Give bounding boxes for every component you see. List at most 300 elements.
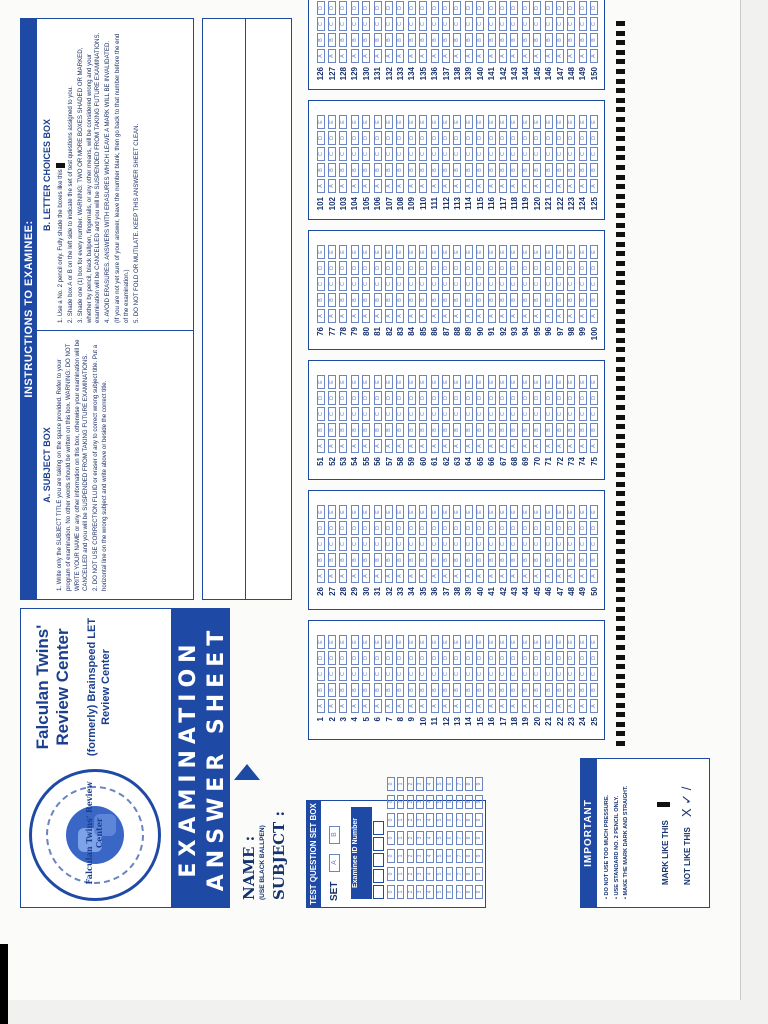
id-digit-bubble[interactable]: 8 bbox=[465, 777, 473, 791]
answer-bubble[interactable]: C bbox=[431, 407, 439, 421]
answer-bubble[interactable]: E bbox=[339, 245, 347, 259]
answer-bubble[interactable]: E bbox=[556, 115, 564, 129]
answer-bubble[interactable]: C bbox=[442, 277, 450, 291]
answer-bubble[interactable]: A bbox=[590, 439, 598, 453]
answer-bubble[interactable]: C bbox=[374, 17, 382, 31]
answer-bubble[interactable]: C bbox=[442, 407, 450, 421]
answer-bubble[interactable]: E bbox=[408, 245, 416, 259]
answer-bubble[interactable]: C bbox=[385, 277, 393, 291]
answer-bubble[interactable]: C bbox=[476, 537, 484, 551]
answer-bubble[interactable]: E bbox=[317, 115, 325, 129]
answer-bubble[interactable]: A bbox=[317, 179, 325, 193]
answer-bubble[interactable]: A bbox=[328, 179, 336, 193]
answer-bubble[interactable]: E bbox=[556, 635, 564, 649]
answer-bubble[interactable]: C bbox=[317, 407, 325, 421]
answer-bubble[interactable]: C bbox=[453, 147, 461, 161]
answer-bubble[interactable]: B bbox=[522, 163, 530, 177]
answer-bubble[interactable]: C bbox=[533, 667, 541, 681]
answer-bubble[interactable]: E bbox=[385, 375, 393, 389]
id-digit-bubble[interactable]: 1 bbox=[397, 849, 405, 863]
answer-bubble[interactable]: A bbox=[545, 439, 553, 453]
answer-bubble[interactable]: C bbox=[510, 17, 518, 31]
answer-bubble[interactable]: E bbox=[579, 115, 587, 129]
answer-bubble[interactable]: B bbox=[510, 163, 518, 177]
answer-bubble[interactable]: A bbox=[442, 309, 450, 323]
answer-bubble[interactable]: E bbox=[522, 115, 530, 129]
id-digit-bubble[interactable]: 3 bbox=[416, 867, 424, 881]
answer-bubble[interactable]: E bbox=[339, 375, 347, 389]
answer-bubble[interactable]: D bbox=[499, 261, 507, 275]
answer-bubble[interactable]: B bbox=[419, 293, 427, 307]
answer-bubble[interactable]: D bbox=[317, 651, 325, 665]
answer-bubble[interactable]: D bbox=[533, 521, 541, 535]
answer-bubble[interactable]: D bbox=[408, 1, 416, 15]
answer-bubble[interactable]: B bbox=[476, 553, 484, 567]
answer-bubble[interactable]: C bbox=[385, 537, 393, 551]
answer-bubble[interactable]: C bbox=[419, 537, 427, 551]
answer-bubble[interactable]: B bbox=[567, 423, 575, 437]
answer-bubble[interactable]: A bbox=[408, 179, 416, 193]
answer-bubble[interactable]: D bbox=[351, 261, 359, 275]
answer-bubble[interactable]: C bbox=[442, 667, 450, 681]
answer-bubble[interactable]: C bbox=[351, 537, 359, 551]
answer-bubble[interactable]: C bbox=[476, 667, 484, 681]
id-digit-bubble[interactable]: 6 bbox=[446, 813, 454, 827]
answer-bubble[interactable]: C bbox=[476, 17, 484, 31]
answer-bubble[interactable]: D bbox=[431, 1, 439, 15]
id-digit-bubble[interactable]: 9 bbox=[475, 795, 483, 809]
id-digit-bubble[interactable]: 2 bbox=[407, 849, 415, 863]
answer-bubble[interactable]: D bbox=[374, 651, 382, 665]
answer-bubble[interactable]: C bbox=[385, 407, 393, 421]
answer-bubble[interactable]: D bbox=[419, 391, 427, 405]
answer-bubble[interactable]: B bbox=[465, 683, 473, 697]
answer-bubble[interactable]: B bbox=[590, 423, 598, 437]
answer-bubble[interactable]: C bbox=[431, 277, 439, 291]
answer-bubble[interactable]: A bbox=[510, 49, 518, 63]
answer-bubble[interactable]: E bbox=[374, 115, 382, 129]
answer-bubble[interactable]: A bbox=[522, 179, 530, 193]
answer-bubble[interactable]: D bbox=[545, 1, 553, 15]
answer-bubble[interactable]: B bbox=[408, 163, 416, 177]
answer-bubble[interactable]: D bbox=[465, 651, 473, 665]
answer-bubble[interactable]: D bbox=[431, 131, 439, 145]
answer-bubble[interactable]: B bbox=[431, 293, 439, 307]
answer-bubble[interactable]: E bbox=[362, 375, 370, 389]
answer-bubble[interactable]: B bbox=[374, 163, 382, 177]
answer-bubble[interactable]: A bbox=[431, 309, 439, 323]
answer-bubble[interactable]: A bbox=[579, 699, 587, 713]
answer-bubble[interactable]: B bbox=[556, 33, 564, 47]
answer-bubble[interactable]: D bbox=[374, 261, 382, 275]
answer-bubble[interactable]: B bbox=[590, 553, 598, 567]
answer-bubble[interactable]: E bbox=[419, 375, 427, 389]
answer-bubble[interactable]: D bbox=[396, 391, 404, 405]
answer-bubble[interactable]: C bbox=[545, 17, 553, 31]
answer-bubble[interactable]: D bbox=[567, 521, 575, 535]
answer-bubble[interactable]: C bbox=[465, 17, 473, 31]
answer-bubble[interactable]: B bbox=[385, 293, 393, 307]
answer-bubble[interactable]: A bbox=[476, 569, 484, 583]
answer-bubble[interactable]: A bbox=[339, 569, 347, 583]
answer-bubble[interactable]: A bbox=[408, 569, 416, 583]
answer-bubble[interactable]: B bbox=[385, 33, 393, 47]
answer-bubble[interactable]: D bbox=[385, 1, 393, 15]
answer-bubble[interactable]: E bbox=[431, 115, 439, 129]
answer-bubble[interactable]: B bbox=[533, 553, 541, 567]
answer-bubble[interactable]: A bbox=[510, 439, 518, 453]
answer-bubble[interactable]: D bbox=[567, 131, 575, 145]
answer-bubble[interactable]: A bbox=[499, 699, 507, 713]
answer-bubble[interactable]: D bbox=[476, 521, 484, 535]
id-digit-bubble[interactable]: 7 bbox=[456, 777, 464, 791]
answer-bubble[interactable]: C bbox=[408, 17, 416, 31]
answer-bubble[interactable]: E bbox=[499, 375, 507, 389]
answer-bubble[interactable]: D bbox=[453, 131, 461, 145]
answer-bubble[interactable]: C bbox=[499, 277, 507, 291]
answer-bubble[interactable]: C bbox=[339, 667, 347, 681]
answer-bubble[interactable]: D bbox=[590, 391, 598, 405]
answer-bubble[interactable]: D bbox=[453, 1, 461, 15]
id-digit-bubble[interactable]: 0 bbox=[387, 777, 395, 791]
answer-bubble[interactable]: C bbox=[408, 537, 416, 551]
answer-bubble[interactable]: D bbox=[328, 261, 336, 275]
answer-bubble[interactable]: B bbox=[499, 163, 507, 177]
answer-bubble[interactable]: E bbox=[556, 505, 564, 519]
answer-bubble[interactable]: B bbox=[328, 163, 336, 177]
answer-bubble[interactable]: D bbox=[590, 131, 598, 145]
answer-bubble[interactable]: C bbox=[545, 277, 553, 291]
answer-bubble[interactable]: B bbox=[453, 683, 461, 697]
id-digit-bubble[interactable]: 2 bbox=[407, 777, 415, 791]
answer-bubble[interactable]: E bbox=[317, 635, 325, 649]
answer-bubble[interactable]: A bbox=[408, 49, 416, 63]
answer-bubble[interactable]: D bbox=[442, 131, 450, 145]
answer-bubble[interactable]: B bbox=[408, 423, 416, 437]
answer-bubble[interactable]: D bbox=[317, 391, 325, 405]
answer-bubble[interactable]: D bbox=[579, 651, 587, 665]
answer-bubble[interactable]: E bbox=[567, 635, 575, 649]
answer-bubble[interactable]: C bbox=[545, 667, 553, 681]
answer-bubble[interactable]: B bbox=[510, 293, 518, 307]
answer-bubble[interactable]: C bbox=[567, 17, 575, 31]
answer-bubble[interactable]: D bbox=[362, 261, 370, 275]
answer-bubble[interactable]: E bbox=[488, 505, 496, 519]
answer-bubble[interactable]: D bbox=[328, 1, 336, 15]
answer-bubble[interactable]: E bbox=[510, 115, 518, 129]
id-digit-bubble[interactable]: 7 bbox=[456, 867, 464, 881]
answer-bubble[interactable]: D bbox=[488, 651, 496, 665]
answer-bubble[interactable]: C bbox=[317, 667, 325, 681]
answer-bubble[interactable]: B bbox=[419, 683, 427, 697]
answer-bubble[interactable]: B bbox=[579, 163, 587, 177]
answer-bubble[interactable]: C bbox=[317, 277, 325, 291]
answer-bubble[interactable]: C bbox=[476, 277, 484, 291]
answer-bubble[interactable]: E bbox=[442, 115, 450, 129]
answer-bubble[interactable]: C bbox=[499, 147, 507, 161]
answer-bubble[interactable]: D bbox=[476, 131, 484, 145]
answer-bubble[interactable]: C bbox=[351, 17, 359, 31]
answer-bubble[interactable]: C bbox=[328, 147, 336, 161]
answer-bubble[interactable]: D bbox=[339, 261, 347, 275]
answer-bubble[interactable]: E bbox=[590, 115, 598, 129]
answer-bubble[interactable]: E bbox=[465, 635, 473, 649]
answer-bubble[interactable]: A bbox=[396, 179, 404, 193]
answer-bubble[interactable]: D bbox=[465, 261, 473, 275]
answer-bubble[interactable]: D bbox=[431, 391, 439, 405]
answer-bubble[interactable]: A bbox=[374, 49, 382, 63]
answer-bubble[interactable]: E bbox=[328, 505, 336, 519]
answer-bubble[interactable]: B bbox=[465, 293, 473, 307]
answer-bubble[interactable]: B bbox=[442, 33, 450, 47]
answer-bubble[interactable]: E bbox=[579, 245, 587, 259]
id-digit-bubble[interactable]: 1 bbox=[397, 831, 405, 845]
answer-bubble[interactable]: D bbox=[328, 521, 336, 535]
id-digit-bubble[interactable]: 9 bbox=[475, 813, 483, 827]
answer-bubble[interactable]: C bbox=[385, 667, 393, 681]
answer-bubble[interactable]: B bbox=[476, 33, 484, 47]
answer-bubble[interactable]: C bbox=[545, 537, 553, 551]
answer-bubble[interactable]: A bbox=[408, 309, 416, 323]
answer-bubble[interactable]: A bbox=[374, 699, 382, 713]
answer-bubble[interactable]: E bbox=[510, 505, 518, 519]
answer-bubble[interactable]: B bbox=[351, 163, 359, 177]
answer-bubble[interactable]: A bbox=[590, 179, 598, 193]
answer-bubble[interactable]: C bbox=[522, 277, 530, 291]
answer-bubble[interactable]: B bbox=[533, 163, 541, 177]
answer-bubble[interactable]: B bbox=[453, 293, 461, 307]
answer-bubble[interactable]: C bbox=[339, 277, 347, 291]
answer-bubble[interactable]: B bbox=[545, 163, 553, 177]
id-digit-bubble[interactable]: 2 bbox=[407, 867, 415, 881]
answer-bubble[interactable]: D bbox=[499, 1, 507, 15]
answer-bubble[interactable]: C bbox=[533, 537, 541, 551]
answer-bubble[interactable]: D bbox=[374, 131, 382, 145]
answer-bubble[interactable]: B bbox=[590, 683, 598, 697]
answer-bubble[interactable]: A bbox=[396, 699, 404, 713]
answer-bubble[interactable]: A bbox=[488, 309, 496, 323]
id-digit-bubble[interactable]: 8 bbox=[465, 867, 473, 881]
answer-bubble[interactable]: E bbox=[351, 505, 359, 519]
answer-bubble[interactable]: E bbox=[317, 245, 325, 259]
answer-bubble[interactable]: D bbox=[590, 1, 598, 15]
answer-bubble[interactable]: A bbox=[385, 569, 393, 583]
answer-bubble[interactable]: C bbox=[545, 407, 553, 421]
set-a-bubble[interactable]: A bbox=[329, 854, 340, 872]
answer-bubble[interactable]: A bbox=[419, 569, 427, 583]
id-digit-bubble[interactable]: 0 bbox=[387, 813, 395, 827]
answer-bubble[interactable]: E bbox=[362, 635, 370, 649]
answer-bubble[interactable]: C bbox=[579, 537, 587, 551]
answer-bubble[interactable]: A bbox=[499, 569, 507, 583]
answer-bubble[interactable]: A bbox=[317, 309, 325, 323]
answer-bubble[interactable]: D bbox=[396, 521, 404, 535]
answer-bubble[interactable]: A bbox=[533, 569, 541, 583]
id-digit-bubble[interactable]: 1 bbox=[397, 885, 405, 899]
answer-bubble[interactable]: E bbox=[442, 375, 450, 389]
answer-bubble[interactable]: E bbox=[533, 245, 541, 259]
answer-bubble[interactable]: B bbox=[385, 163, 393, 177]
answer-bubble[interactable]: C bbox=[408, 147, 416, 161]
answer-bubble[interactable]: E bbox=[351, 635, 359, 649]
id-digit-bubble[interactable]: 9 bbox=[475, 831, 483, 845]
answer-bubble[interactable]: D bbox=[419, 261, 427, 275]
answer-bubble[interactable]: B bbox=[431, 683, 439, 697]
answer-bubble[interactable]: B bbox=[385, 423, 393, 437]
answer-bubble[interactable]: B bbox=[362, 683, 370, 697]
answer-bubble[interactable]: A bbox=[339, 179, 347, 193]
answer-bubble[interactable]: B bbox=[510, 683, 518, 697]
answer-bubble[interactable]: C bbox=[488, 407, 496, 421]
answer-bubble[interactable]: A bbox=[385, 439, 393, 453]
answer-bubble[interactable]: A bbox=[556, 699, 564, 713]
answer-bubble[interactable]: C bbox=[522, 17, 530, 31]
answer-bubble[interactable]: B bbox=[362, 163, 370, 177]
answer-bubble[interactable]: A bbox=[374, 309, 382, 323]
answer-bubble[interactable]: A bbox=[465, 569, 473, 583]
id-digit-bubble[interactable]: 3 bbox=[416, 885, 424, 899]
answer-bubble[interactable]: A bbox=[442, 439, 450, 453]
answer-bubble[interactable]: A bbox=[442, 699, 450, 713]
answer-bubble[interactable]: A bbox=[385, 309, 393, 323]
answer-bubble[interactable]: C bbox=[522, 147, 530, 161]
answer-bubble[interactable]: A bbox=[579, 569, 587, 583]
answer-bubble[interactable]: C bbox=[488, 667, 496, 681]
answer-bubble[interactable]: A bbox=[545, 309, 553, 323]
answer-bubble[interactable]: A bbox=[396, 569, 404, 583]
answer-bubble[interactable]: D bbox=[385, 521, 393, 535]
answer-bubble[interactable]: D bbox=[339, 1, 347, 15]
answer-bubble[interactable]: A bbox=[465, 699, 473, 713]
answer-bubble[interactable]: C bbox=[567, 537, 575, 551]
answer-bubble[interactable]: E bbox=[510, 635, 518, 649]
answer-bubble[interactable]: B bbox=[362, 293, 370, 307]
answer-bubble[interactable]: E bbox=[510, 375, 518, 389]
answer-bubble[interactable]: D bbox=[317, 261, 325, 275]
answer-bubble[interactable]: A bbox=[431, 179, 439, 193]
answer-bubble[interactable]: B bbox=[442, 423, 450, 437]
answer-bubble[interactable]: A bbox=[476, 439, 484, 453]
answer-bubble[interactable]: E bbox=[328, 635, 336, 649]
answer-bubble[interactable]: E bbox=[351, 375, 359, 389]
id-digit-bubble[interactable]: 6 bbox=[446, 849, 454, 863]
answer-bubble[interactable]: E bbox=[408, 375, 416, 389]
answer-bubble[interactable]: C bbox=[374, 667, 382, 681]
answer-bubble[interactable]: C bbox=[396, 17, 404, 31]
answer-bubble[interactable]: B bbox=[362, 423, 370, 437]
answer-bubble[interactable]: B bbox=[522, 423, 530, 437]
answer-bubble[interactable]: A bbox=[317, 49, 325, 63]
answer-bubble[interactable]: C bbox=[465, 667, 473, 681]
answer-bubble[interactable]: A bbox=[556, 569, 564, 583]
answer-bubble[interactable]: B bbox=[510, 33, 518, 47]
answer-bubble[interactable]: D bbox=[556, 651, 564, 665]
answer-bubble[interactable]: C bbox=[590, 667, 598, 681]
answer-bubble[interactable]: E bbox=[339, 635, 347, 649]
answer-bubble[interactable]: C bbox=[385, 17, 393, 31]
id-digit-bubble[interactable]: 1 bbox=[397, 813, 405, 827]
answer-bubble[interactable]: C bbox=[374, 537, 382, 551]
answer-bubble[interactable]: D bbox=[476, 651, 484, 665]
answer-bubble[interactable]: D bbox=[465, 391, 473, 405]
answer-bubble[interactable]: C bbox=[579, 407, 587, 421]
answer-bubble[interactable]: B bbox=[396, 683, 404, 697]
answer-bubble[interactable]: E bbox=[385, 505, 393, 519]
answer-bubble[interactable]: B bbox=[374, 423, 382, 437]
answer-bubble[interactable]: B bbox=[510, 423, 518, 437]
answer-bubble[interactable]: C bbox=[556, 667, 564, 681]
answer-bubble[interactable]: C bbox=[328, 537, 336, 551]
answer-bubble[interactable]: A bbox=[545, 569, 553, 583]
id-digit-bubble[interactable]: 1 bbox=[397, 777, 405, 791]
answer-bubble[interactable]: A bbox=[510, 309, 518, 323]
answer-bubble[interactable]: E bbox=[522, 375, 530, 389]
answer-bubble[interactable]: C bbox=[567, 147, 575, 161]
answer-bubble[interactable]: C bbox=[362, 147, 370, 161]
id-digit-bubble[interactable]: 6 bbox=[446, 831, 454, 845]
answer-bubble[interactable]: A bbox=[453, 309, 461, 323]
answer-bubble[interactable]: B bbox=[567, 163, 575, 177]
answer-bubble[interactable]: D bbox=[408, 651, 416, 665]
answer-bubble[interactable]: D bbox=[328, 651, 336, 665]
answer-bubble[interactable]: E bbox=[431, 505, 439, 519]
name-field[interactable] bbox=[240, 780, 266, 900]
answer-bubble[interactable]: C bbox=[465, 537, 473, 551]
answer-bubble[interactable]: B bbox=[442, 683, 450, 697]
answer-bubble[interactable]: A bbox=[499, 309, 507, 323]
answer-bubble[interactable]: E bbox=[419, 505, 427, 519]
answer-bubble[interactable]: E bbox=[545, 635, 553, 649]
answer-bubble[interactable]: C bbox=[533, 17, 541, 31]
id-digit-bubble[interactable]: 3 bbox=[416, 849, 424, 863]
answer-bubble[interactable]: C bbox=[328, 17, 336, 31]
answer-bubble[interactable]: B bbox=[431, 163, 439, 177]
answer-bubble[interactable]: A bbox=[328, 439, 336, 453]
answer-bubble[interactable]: A bbox=[488, 439, 496, 453]
answer-bubble[interactable]: A bbox=[339, 49, 347, 63]
answer-bubble[interactable]: E bbox=[567, 115, 575, 129]
answer-bubble[interactable]: D bbox=[567, 391, 575, 405]
answer-bubble[interactable]: E bbox=[328, 245, 336, 259]
answer-bubble[interactable]: B bbox=[476, 683, 484, 697]
answer-bubble[interactable]: B bbox=[522, 553, 530, 567]
answer-bubble[interactable]: D bbox=[590, 521, 598, 535]
answer-bubble[interactable]: B bbox=[317, 683, 325, 697]
id-digit-bubble[interactable]: 5 bbox=[436, 867, 444, 881]
answer-bubble[interactable]: C bbox=[556, 147, 564, 161]
answer-bubble[interactable]: A bbox=[533, 439, 541, 453]
answer-bubble[interactable]: A bbox=[545, 49, 553, 63]
answer-bubble[interactable]: B bbox=[374, 683, 382, 697]
answer-bubble[interactable]: E bbox=[476, 635, 484, 649]
answer-bubble[interactable]: B bbox=[396, 293, 404, 307]
answer-bubble[interactable]: E bbox=[339, 505, 347, 519]
id-digit-bubble[interactable]: 1 bbox=[397, 867, 405, 881]
answer-bubble[interactable]: D bbox=[499, 521, 507, 535]
answer-bubble[interactable]: B bbox=[374, 293, 382, 307]
answer-bubble[interactable]: A bbox=[522, 699, 530, 713]
answer-bubble[interactable]: C bbox=[488, 147, 496, 161]
id-digit-bubble[interactable]: 5 bbox=[436, 849, 444, 863]
answer-bubble[interactable]: D bbox=[442, 521, 450, 535]
answer-bubble[interactable]: D bbox=[510, 651, 518, 665]
answer-bubble[interactable]: A bbox=[476, 309, 484, 323]
answer-bubble[interactable]: D bbox=[339, 391, 347, 405]
answer-bubble[interactable]: D bbox=[453, 521, 461, 535]
answer-bubble[interactable]: D bbox=[339, 521, 347, 535]
answer-bubble[interactable]: C bbox=[533, 147, 541, 161]
answer-bubble[interactable]: A bbox=[579, 309, 587, 323]
